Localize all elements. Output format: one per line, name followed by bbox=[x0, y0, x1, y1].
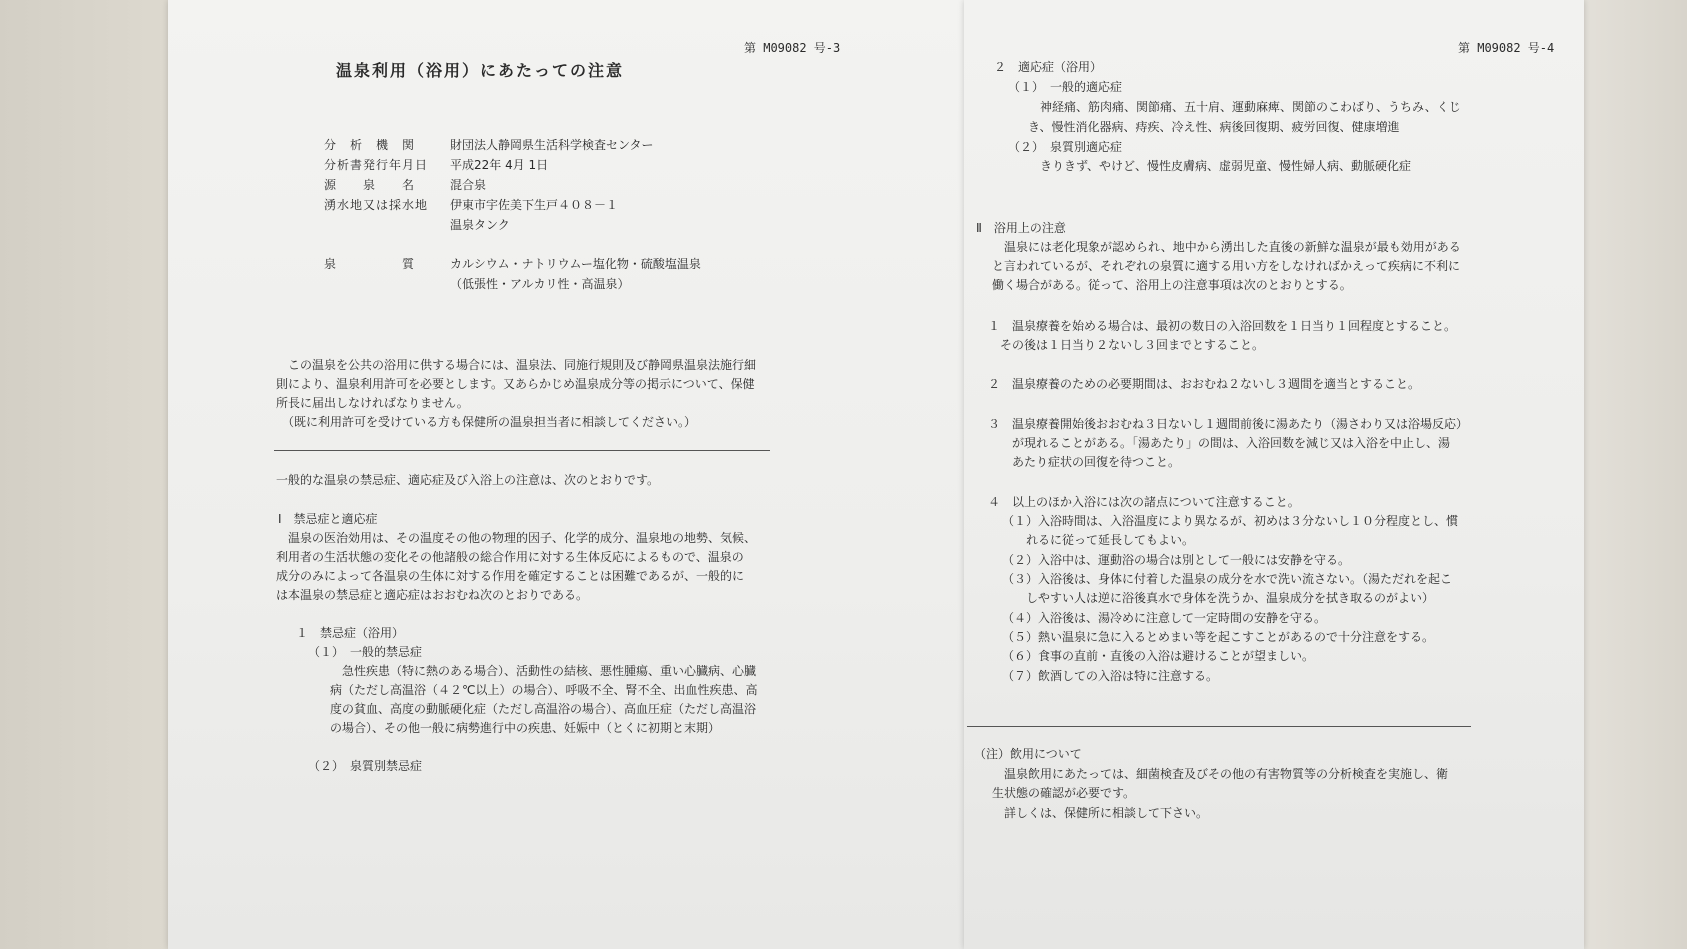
document-page-left bbox=[168, 0, 964, 949]
section-line: 働く場合がある。従って、浴用上の注意事項は次のとおりとする。 bbox=[992, 278, 1352, 292]
caution-item: その後は１日当り２ないし３回までとすること。 bbox=[988, 338, 1265, 352]
subsection-heading: （１） 一般的適応症 bbox=[1008, 80, 1123, 94]
caution-subitem: しやすい人は逆に浴後真水で身体を洗うか、温泉成分を拭き取るのがよい） bbox=[1002, 591, 1435, 605]
info-row-location-2 bbox=[324, 215, 510, 235]
caution-subitem: （４）入浴後は、湯冷めに注意して一定時間の安静を守る。 bbox=[1002, 611, 1327, 625]
info-label: 源 泉 名 bbox=[324, 178, 416, 192]
caution-item: ３ 温泉療養開始後おおむね３日ないし１週間前後に湯あたり（湯さわり又は浴場反応） bbox=[988, 417, 1469, 431]
subsection-line: きりきず、やけど、慢性皮膚病、虚弱児童、慢性婦人病、動脈硬化症 bbox=[1040, 159, 1412, 173]
divider-line bbox=[967, 726, 1471, 727]
note-line: 温泉飲用にあたっては、細菌検査及びその他の有害物質等の分析検査を実施し、衛 bbox=[992, 767, 1449, 781]
info-value: 財団法人静岡県生活科学検査センター bbox=[450, 138, 654, 152]
info-value: （低張性・アルカリ性・高温泉） bbox=[450, 277, 630, 291]
wall-background-right bbox=[1576, 0, 1687, 949]
caution-subitem: （６）食事の直前・直後の入浴は避けることが望ましい。 bbox=[1002, 649, 1315, 663]
info-label: 泉 質 bbox=[324, 257, 416, 271]
info-label: 分析書発行年月日 bbox=[324, 158, 429, 172]
section-line: 成分のみによって各温泉の生体に対する作用を確定することは困難であるが、一般的に bbox=[276, 569, 745, 583]
section-line: は本温泉の禁忌症と適応症はおおむね次のとおりである。 bbox=[276, 588, 589, 602]
subsection-heading: （２） 泉質別禁忌症 bbox=[308, 759, 423, 773]
subsection-line: の場合）、その他一般に病勢進行中の疾患、妊娠中（とくに初期と末期） bbox=[330, 721, 721, 735]
wall-background-left bbox=[0, 0, 168, 949]
intro-text: 一般的な温泉の禁忌症、適応症及び入浴上の注意は、次のとおりです。 bbox=[276, 473, 660, 487]
subsection-line: 度の貧血、高度の動脈硬化症（ただし高温浴の場合）、高血圧症（ただし高温浴 bbox=[330, 702, 757, 716]
caution-item: １ 温泉療養を始める場合は、最初の数日の入浴回数を１日当り１回程度とすること。 bbox=[988, 319, 1457, 333]
info-row-source bbox=[324, 175, 486, 195]
info-row-location bbox=[324, 195, 618, 215]
section-line: 温泉の医治効用は、その温度その他の物理的因子、化学的成分、温泉地の地勢、気候、 bbox=[276, 531, 757, 545]
document-title: 温泉利用（浴用）にあたっての注意 bbox=[336, 61, 625, 80]
subsection-line: 神経痛、筋肉痛、関節痛、五十肩、運動麻痺、関節のこわばり、うちみ、くじ bbox=[1040, 100, 1461, 114]
section-line: 利用者の生活状態の変化その他諸般の総合作用に対する生体反応によるもので、温泉の bbox=[276, 550, 744, 564]
subsection-line: き、慢性消化器病、痔疾、冷え性、病後回復期、疲労回復、健康増進 bbox=[1028, 120, 1400, 134]
subsection-heading: （１） 一般的禁忌症 bbox=[308, 645, 423, 659]
subsection-line: 急性疾患（特に熱のある場合）、活動性の結核、悪性腫瘍、重い心臓病、心臓 bbox=[342, 664, 757, 678]
info-label: 湧水地又は採水地 bbox=[324, 198, 429, 212]
note-heading: （注）飲用について bbox=[974, 747, 1082, 761]
page-number: 第 M09082 号-3 bbox=[744, 41, 841, 55]
notice-line: 所長に届出しなければなりません。 bbox=[276, 396, 469, 410]
document-page-right bbox=[964, 0, 1584, 949]
notice-line: （既に利用許可を受けている方も保健所の温泉担当者に相談してください。） bbox=[276, 415, 697, 429]
caution-subitem: （５）熱い温泉に急に入るとめまい等を起こすことがあるので十分注意をする。 bbox=[1002, 630, 1435, 644]
caution-subitem: （７）飲酒しての入浴は特に注意する。 bbox=[1002, 669, 1219, 683]
info-label: 分 析 機 関 bbox=[324, 138, 416, 152]
info-row-quality bbox=[324, 254, 701, 274]
info-value: カルシウム・ナトリウムー塩化物・硫酸塩温泉 bbox=[450, 257, 701, 271]
section-heading: Ⅰ 禁忌症と適応症 bbox=[278, 512, 378, 526]
section-line: 温泉には老化現象が認められ、地中から湧出した直後の新鮮な温泉が最も効用がある bbox=[992, 240, 1461, 254]
info-value: 温泉タンク bbox=[450, 218, 510, 232]
page-number: 第 M09082 号-4 bbox=[1458, 41, 1555, 55]
info-row-lab bbox=[324, 135, 654, 155]
caution-item: が現れることがある。「湯あたり」の間は、入浴回数を減じ又は入浴を中止し、湯 bbox=[988, 436, 1451, 450]
section-line: と言われているが、それぞれの泉質に適する用い方をしなければかえって疾病に不利に bbox=[992, 259, 1461, 273]
caution-subitem: （１）入浴時間は、入浴温度により異なるが、初めは３分ないし１０分程度とし、慣 bbox=[1002, 514, 1459, 528]
caution-item: ２ 温泉療養のための必要期間は、おおむね２ないし３週間を適当とすること。 bbox=[988, 377, 1421, 391]
subsection-heading: （２） 泉質別適応症 bbox=[1008, 140, 1123, 154]
notice-line: この温泉を公共の浴用に供する場合には、温泉法、同施行規則及び静岡県温泉法施行細 bbox=[276, 358, 757, 372]
caution-subitem: （３）入浴後は、身体に付着した温泉の成分を水で洗い流さない。（湯ただれを起こ bbox=[1002, 572, 1453, 586]
note-line: 生状態の確認が必要です。 bbox=[992, 786, 1136, 800]
info-value: 平成22年 4月 1日 bbox=[450, 158, 549, 172]
subsection-heading: ２ 適応症（浴用） bbox=[994, 60, 1103, 74]
caution-subitem: （２）入浴中は、運動浴の場合は別として一般には安静を守る。 bbox=[1002, 553, 1351, 567]
info-row-quality-2 bbox=[324, 274, 630, 294]
info-value: 混合泉 bbox=[450, 178, 487, 192]
info-row-date bbox=[324, 155, 548, 175]
subsection-heading: １ 禁忌症（浴用） bbox=[296, 626, 405, 640]
divider-line bbox=[274, 450, 770, 451]
caution-item: あたり症状の回復を待つこと。 bbox=[988, 455, 1181, 469]
section-heading: Ⅱ 浴用上の注意 bbox=[976, 221, 1066, 235]
caution-item: ４ 以上のほか入浴には次の諸点について注意すること。 bbox=[988, 495, 1300, 509]
info-value: 伊東市宇佐美下生戸４０８－１ bbox=[450, 198, 619, 212]
note-line: 詳しくは、保健所に相談して下さい。 bbox=[992, 806, 1209, 820]
caution-subitem: れるに従って延長してもよい。 bbox=[1002, 533, 1195, 547]
subsection-line: 病（ただし高温浴（４２℃以上）の場合）、呼吸不全、腎不全、出血性疾患、高 bbox=[330, 683, 758, 697]
notice-line: 則により、温泉利用許可を必要とします。又あらかじめ温泉成分等の掲示について、保健 bbox=[276, 377, 755, 391]
